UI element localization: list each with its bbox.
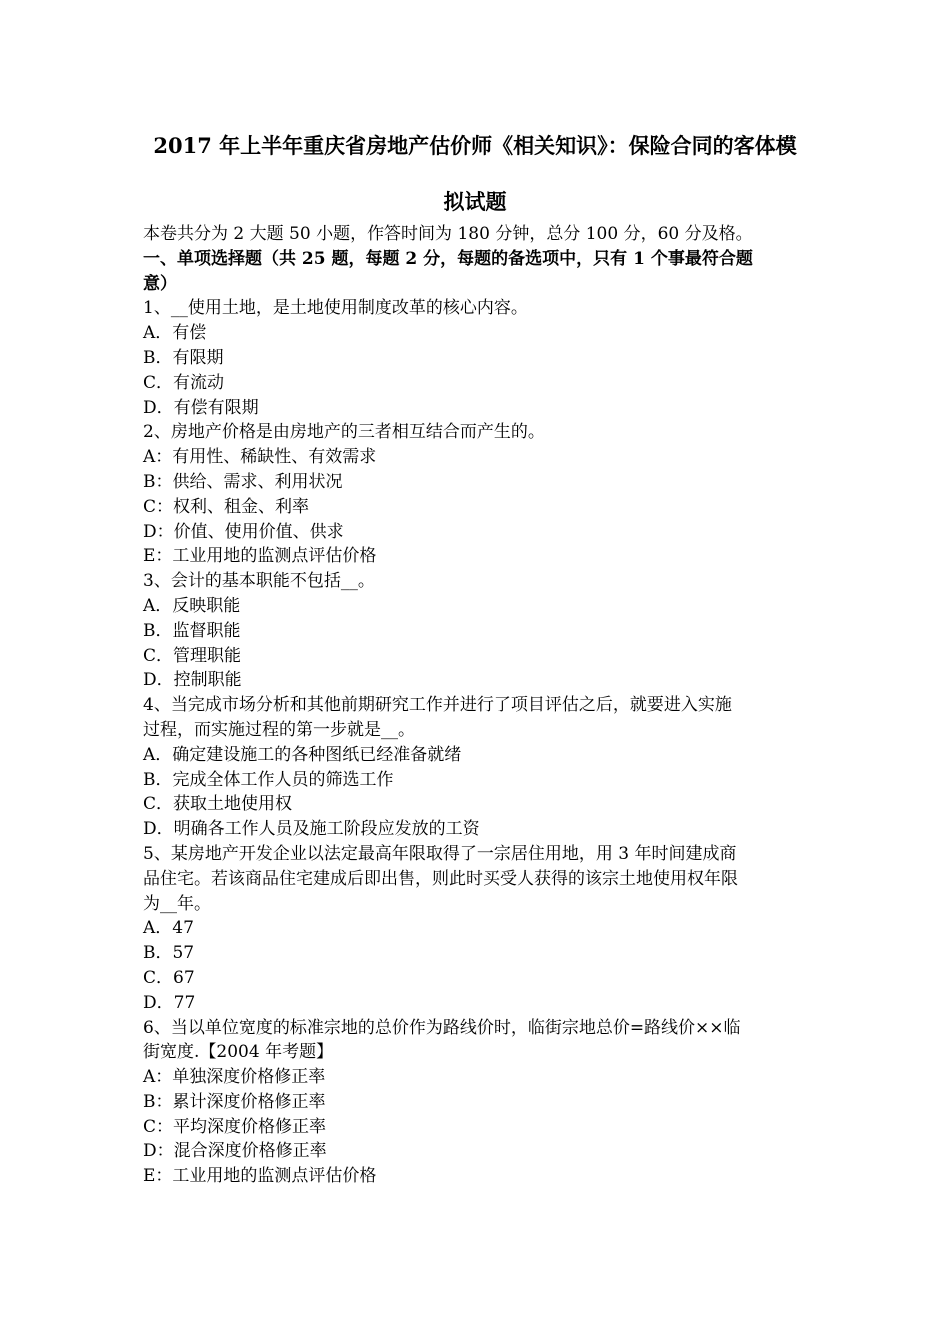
question-text: 6、当以单位宽度的标准宗地的总价作为路线价时，临街宗地总价=路线价××临 [143, 1017, 741, 1038]
question-text: 3、会计的基本职能不包括__。 [143, 571, 375, 592]
question-text: 1、__使用土地，是土地使用制度改革的核心内容。 [143, 298, 528, 319]
exam-intro: 本卷共分为 2 大题 50 小题，作答时间为 180 分钟，总分 100 分，60 分及格。 [143, 224, 753, 244]
question-option: D：价值、使用价值、供求 [143, 521, 344, 542]
question-option: D：混合深度价格修正率 [143, 1141, 327, 1162]
title-line-1: 2017 年上半年重庆省房地产估价师《相关知识》：保险合同的客体模 [153, 133, 797, 158]
question-option: A．确定建设施工的各种图纸已经准备就绪 [143, 744, 462, 765]
question-option: B．完成全体工作人员的筛选工作 [143, 769, 394, 790]
question-option: B：供给、需求、利用状况 [143, 471, 343, 492]
question-6 [143, 1016, 810, 1190]
question-3 [143, 569, 810, 693]
question-4 [143, 693, 810, 842]
section-heading-line-1: 一、单项选择题（共 25 题，每题 2 分，每题的备选项中，只有 1 个事最符合题 [143, 248, 753, 269]
question-option: E：工业用地的监测点评估价格 [143, 546, 377, 567]
question-option: D．有偿有限期 [143, 397, 259, 418]
question-2 [143, 420, 810, 569]
question-option: D．明确各工作人员及施工阶段应发放的工资 [143, 819, 480, 840]
question-option: C．有流动 [143, 372, 225, 393]
question-option: B：累计深度价格修正率 [143, 1091, 326, 1112]
question-option: A．47 [143, 918, 194, 939]
title-line-2: 拟试题 [443, 189, 507, 214]
question-option: D．77 [143, 992, 196, 1013]
question-text: 2、房地产价格是由房地产的三者相互结合而产生的。 [143, 422, 545, 443]
section-heading-line-2: 意） [143, 273, 177, 294]
question-text: 5、某房地产开发企业以法定最高年限取得了一宗居住用地，用 3 年时间建成商 [143, 843, 737, 864]
question-option: A．有偿 [143, 323, 207, 344]
question-option: C：平均深度价格修正率 [143, 1116, 327, 1137]
question-text: 过程，而实施过程的第一步就是__。 [143, 719, 415, 740]
question-text: 街宽度.【2004 年考题】 [143, 1042, 334, 1063]
question-text: 品住宅。若该商品住宅建成后即出售，则此时买受人获得的该宗土地使用权年限 [143, 868, 738, 889]
question-option: B．57 [143, 943, 195, 964]
question-option: A．反映职能 [143, 595, 241, 616]
question-text: 4、当完成市场分析和其他前期研究工作并进行了项目评估之后，就要进入实施 [143, 695, 732, 716]
question-option: C．管理职能 [143, 645, 242, 666]
question-option: C：权利、租金、利率 [143, 496, 310, 517]
question-option: A：单独深度价格修正率 [143, 1067, 326, 1088]
document-body [143, 222, 810, 1189]
question-option: A：有用性、稀缺性、有效需求 [143, 447, 377, 468]
question-option: C．67 [143, 967, 195, 988]
question-option: B．监督职能 [143, 620, 241, 641]
question-1 [143, 296, 810, 420]
question-text: 为__年。 [143, 893, 211, 914]
question-5 [143, 842, 810, 1016]
document-title [60, 118, 890, 230]
question-option: E：工业用地的监测点评估价格 [143, 1166, 377, 1187]
question-option: C．获取土地使用权 [143, 794, 293, 815]
question-option: B．有限期 [143, 347, 224, 368]
question-option: D．控制职能 [143, 670, 242, 691]
